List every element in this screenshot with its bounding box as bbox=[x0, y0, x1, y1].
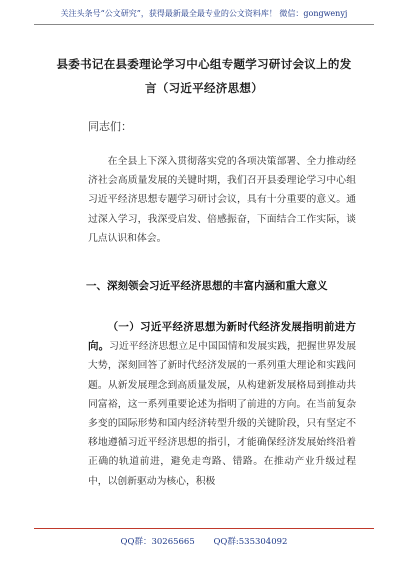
header-divider bbox=[34, 24, 374, 25]
subsection-1-text: 习近平经济思想立足中国国情和发展实践，把握世界发展大势，深刻回答了新时代经济发展的一系列重大理论和实践问题。从新发展理念到高质量发展，从构建新发展格局到推动共同富裕，这一系列重要论述为指明了前进的方向。在当前复杂多变的国际形势和国内经济转型升级的关键阶段，只有坚定不移地遵循习近平经济思想的指引，才能确保经济发展始终沿着正确的轨道前进，避免走弯路、错路。在推动产业升级过程中，以创新驱动为核心，积极 bbox=[88, 341, 357, 487]
intro-paragraph: 在全县上下深入贯彻落实党的各项决策部署、全力推动经济社会高质量发展的关键时期，我们召开县委理论学习中心组习近平经济思想专题学习研讨会议，具有十分重要的意义。通过深入学习，我深受启发、倍感振奋，下面结合工作实际，谈几点认识和体会。 bbox=[88, 156, 356, 244]
header-note: 关注头条号“公文研究”，获得最新最全最专业的公文资料库！ 微信：gongwenyj bbox=[60, 9, 348, 18]
subsection-1 bbox=[88, 318, 356, 491]
footer bbox=[0, 535, 408, 547]
section-1-heading: 一、深刻领会习近平经济思想的丰富内涵和重大意义 bbox=[86, 280, 328, 292]
document-title: 县委书记在县委理论学习中心组专题学习研讨会议上的发言（习近平经济思想） bbox=[56, 57, 352, 95]
salutation: 同志们： bbox=[88, 120, 132, 133]
subsection-1-heading: （一）习近平经济思想为新时代经济发展指明前进方向。 bbox=[88, 321, 356, 353]
footer-qq-group-2: QQ群:535304092 bbox=[213, 537, 288, 547]
footer-divider bbox=[34, 528, 374, 529]
footer-qq-group-1: QQ群：30265665 bbox=[120, 537, 195, 547]
